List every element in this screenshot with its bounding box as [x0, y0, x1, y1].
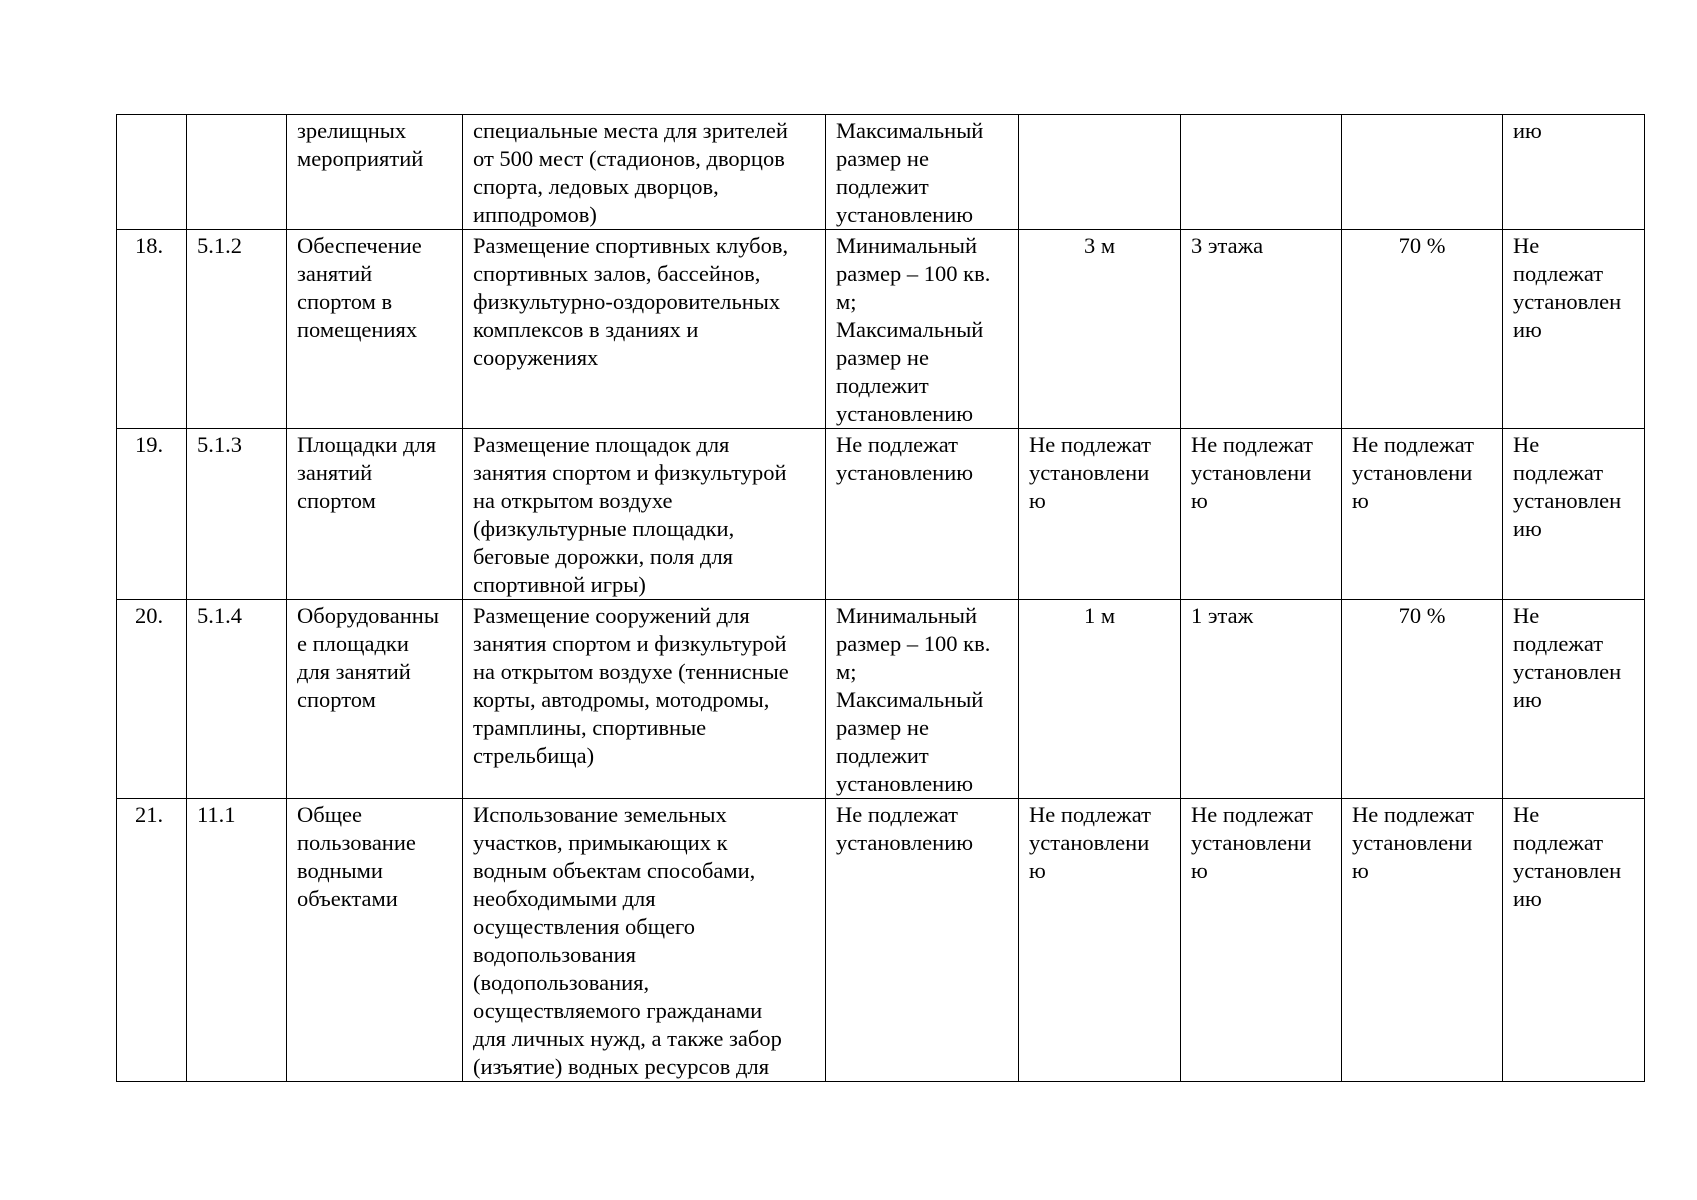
- cell-use-name: Оборудованны е площадки для занятий спортом: [287, 600, 463, 799]
- cell-other-limits: Не подлежат установлен ию: [1503, 429, 1645, 600]
- cell-plot-size: Минимальный размер – 100 кв. м; Максимальный размер не подлежит установлению: [826, 600, 1019, 799]
- cell-row-number: 18.: [117, 230, 187, 429]
- cell-setback: [1019, 115, 1181, 230]
- cell-setback: 3 м: [1019, 230, 1181, 429]
- cell-use-name: Общее пользование водными объектами: [287, 799, 463, 1082]
- cell-floors: Не подлежат установлени ю: [1181, 799, 1342, 1082]
- cell-plot-size: Не подлежат установлению: [826, 799, 1019, 1082]
- table-row: [117, 600, 1645, 799]
- cell-floors: 1 этаж: [1181, 600, 1342, 799]
- cell-use-code: 11.1: [187, 799, 287, 1082]
- cell-use-code: 5.1.4: [187, 600, 287, 799]
- cell-use-description: Размещение площадок для занятия спортом и физкультурой на открытом воздухе (физкультурные площадки, беговые дорожки, поля для спортивной игры): [463, 429, 826, 600]
- table-row: [117, 799, 1645, 1082]
- cell-coverage: 70 %: [1342, 230, 1503, 429]
- cell-use-code: 5.1.2: [187, 230, 287, 429]
- cell-coverage: [1342, 115, 1503, 230]
- land-use-table: [116, 114, 1645, 1082]
- cell-use-description: Использование земельных участков, примыкающих к водным объектам способами, необходимыми для осуществления общего водопользования (водопользования, осуществляемого гражданами для личных нужд, а также забор (изъятие) водных ресурсов для: [463, 799, 826, 1082]
- cell-use-code: 5.1.3: [187, 429, 287, 600]
- cell-other-limits: ию: [1503, 115, 1645, 230]
- cell-use-code: [187, 115, 287, 230]
- cell-use-name: Обеспечение занятий спортом в помещениях: [287, 230, 463, 429]
- cell-use-name: зрелищных мероприятий: [287, 115, 463, 230]
- cell-floors: [1181, 115, 1342, 230]
- cell-setback: 1 м: [1019, 600, 1181, 799]
- cell-coverage: Не подлежат установлени ю: [1342, 429, 1503, 600]
- cell-use-description: Размещение сооружений для занятия спортом и физкультурой на открытом воздухе (теннисные корты, автодромы, мотодромы, трамплины, спортивные стрельбища): [463, 600, 826, 799]
- cell-row-number: 21.: [117, 799, 187, 1082]
- cell-row-number: 19.: [117, 429, 187, 600]
- cell-plot-size: Максимальный размер не подлежит установлению: [826, 115, 1019, 230]
- cell-other-limits: Не подлежат установлен ию: [1503, 600, 1645, 799]
- cell-coverage: 70 %: [1342, 600, 1503, 799]
- cell-plot-size: Не подлежат установлению: [826, 429, 1019, 600]
- cell-row-number: 20.: [117, 600, 187, 799]
- cell-other-limits: Не подлежат установлен ию: [1503, 230, 1645, 429]
- cell-other-limits: Не подлежат установлен ию: [1503, 799, 1645, 1082]
- cell-floors: 3 этажа: [1181, 230, 1342, 429]
- cell-coverage: Не подлежат установлени ю: [1342, 799, 1503, 1082]
- cell-setback: Не подлежат установлени ю: [1019, 799, 1181, 1082]
- cell-use-description: специальные места для зрителей от 500 мест (стадионов, дворцов спорта, ледовых дворцов, ипподромов): [463, 115, 826, 230]
- cell-floors: Не подлежат установлени ю: [1181, 429, 1342, 600]
- table-row: [117, 230, 1645, 429]
- cell-use-description: Размещение спортивных клубов, спортивных залов, бассейнов, физкультурно-оздоровительных комплексов в зданиях и сооружениях: [463, 230, 826, 429]
- table-row-continued: [117, 115, 1645, 230]
- cell-plot-size: Минимальный размер – 100 кв. м; Максимальный размер не подлежит установлению: [826, 230, 1019, 429]
- table-row: [117, 429, 1645, 600]
- cell-setback: Не подлежат установлени ю: [1019, 429, 1181, 600]
- cell-use-name: Площадки для занятий спортом: [287, 429, 463, 600]
- cell-row-number: [117, 115, 187, 230]
